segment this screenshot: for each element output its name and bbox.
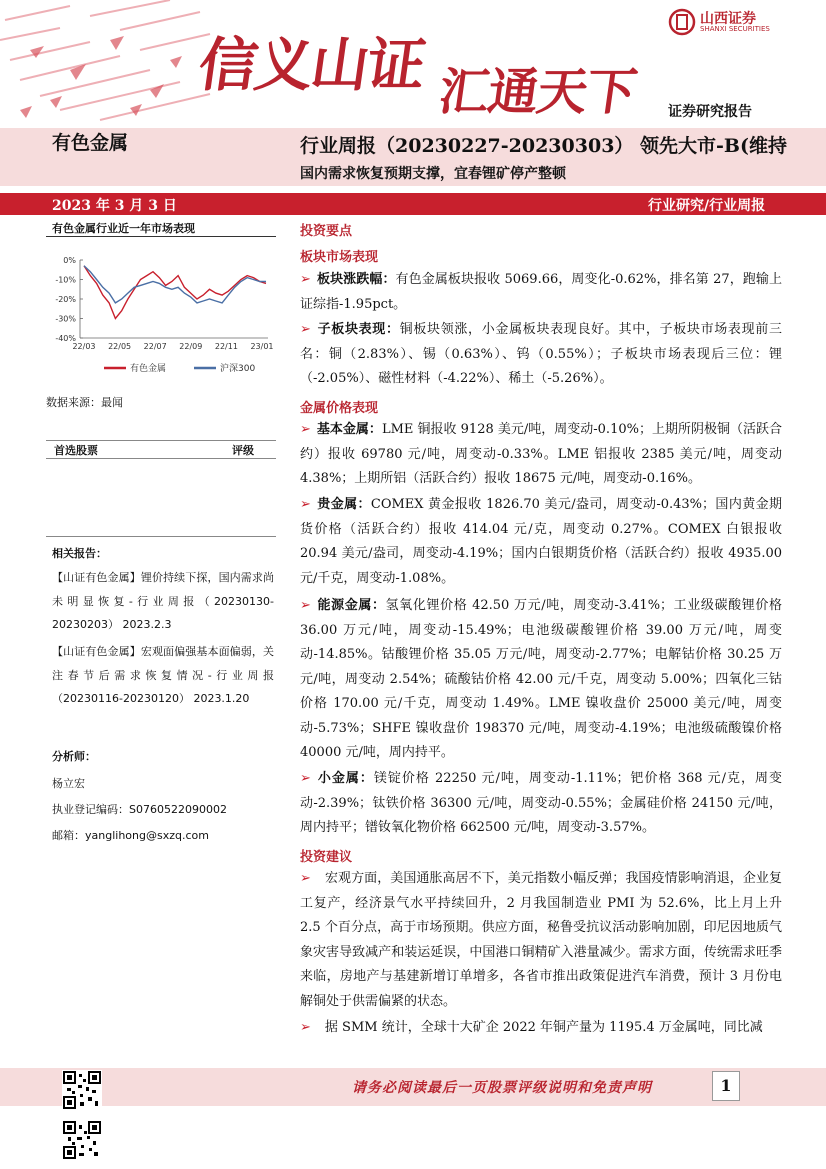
qr-code-icon [62, 1070, 102, 1110]
paragraph-energy-metals: ➢ 能源金属：氢氧化锂价格 42.50 万元/吨，周变动-3.41%；工业级碳酸锂价格 36.00 万元/吨，周变动-15.49%；电池级碳酸锂价格 39.00 万元/吨，周变动-14.85%。钴酸锂价格 35.05 万元/吨，周变动-2.77%；电解钴价格 30.25 万元/吨，周变动 2.54%；硫酸钴价格 42.00 元/千克，周变动 5.00%；四氧化三钴价格 170.00 元/千克，周变动 1.49%。LME 镍收盘价 25000 美元/吨，周变动-5.73%；SHFE 镍收盘价 198370 元/吨，周变动-4.19%；电池级硫酸镍价格 40000 元/吨，周内持平。 [300, 598, 782, 760]
paragraph-minor-metals: ➢ 小金属：镁锭价格 22250 元/吨，周变动-1.11%；钯价格 368 元/克，周变动-2.39%；钛铁价格 36300 元/吨，周变动-0.55%；金属硅价格 24150 元/吨，周内持平；镨钕氧化物价格 662500 元/吨，周变动-3.57%。 [300, 771, 782, 835]
report-type: 证券研究报告 [668, 104, 752, 120]
y-tick-label: -40% [55, 334, 76, 343]
x-tick-label: 23/01 [250, 342, 274, 351]
data-source: 数据来源：最闻 [46, 396, 123, 409]
arrow-bullet-icon: ➢ [300, 322, 311, 337]
stock-table-top-rule [46, 440, 276, 441]
legend-label: 沪深300 [220, 364, 256, 374]
arrow-bullet-icon: ➢ [300, 422, 311, 437]
series-line [84, 266, 266, 319]
x-tick-label: 22/03 [72, 342, 96, 351]
y-tick-label: -30% [55, 314, 76, 324]
section-investment-advice: 投资建议 [300, 850, 353, 865]
x-tick-label: 22/05 [108, 342, 132, 351]
related-heading: 相关报告： [52, 547, 107, 560]
footer-disclaimer: 请务必阅读最后一页股票评级说明和免责声明 [352, 1080, 652, 1096]
arrow-bullet-icon: ➢ [300, 497, 311, 512]
analyst-registration: 执业登记编码：S0760522090002 [52, 803, 227, 816]
report-category: 行业研究/行业周报 [648, 198, 766, 214]
market-performance-chart [40, 250, 276, 382]
analyst-email[interactable]: 邮箱：yanglihong@sxzq.com [52, 829, 209, 842]
y-tick-label: -10% [55, 275, 76, 285]
report-subtitle: 国内需求恢复预期支撑，宜春锂矿停产整顿 [300, 166, 566, 182]
slogan-part2: 汇通天下 [435, 62, 640, 121]
arrow-bullet-icon: ➢ [300, 598, 311, 613]
analyst-name: 杨立宏 [52, 777, 85, 790]
arrow-bullet-icon: ➢ [300, 1020, 311, 1035]
logo-text-en: SHANXI SECURITIES [700, 25, 770, 33]
related-report-item[interactable]: 【山证有色金属】宏观面偏强基本面偏弱，关注春节后需求恢复情况-行业周报（20230116-20230120） 2023.1.20 [52, 645, 274, 705]
related-report-item[interactable]: 【山证有色金属】锂价持续下探，国内需求尚未明显恢复-行业周报（20230130-20230203） 2023.2.3 [52, 571, 274, 631]
report-title: 行业周报（20230227-20230303） 领先大市-B(维持 [300, 135, 787, 157]
arrow-bullet-icon: ➢ [300, 771, 311, 786]
x-tick-label: 22/11 [214, 342, 238, 351]
paragraph-precious-metals: ➢ 贵金属：COMEX 黄金报收 1826.70 美元/盎司，周变动-0.43%；国内黄金期货价格（活跃合约）报收 414.04 元/克，周变动 0.27%。COMEX 白银报收 20.94 美元/盎司，周变动-4.19%；国内白银期货价格（活跃合约）报收 4935.00 元/千克，周变动-1.08%。 [300, 497, 782, 586]
x-tick-label: 22/07 [143, 342, 167, 351]
paragraph-macro: ➢ 宏观方面，美国通胀高居不下，美元指数小幅反弹；我国疫情影响消退，企业复工复产，经济景气水平持续回升，2 月我国制造业 PMI 为 52.6%，比上月上升 2.5 个百分点，高于市场预期。供应方面，秘鲁受抗议活动影响加剧，印尼因地质气象灾害导致减产和装运延误，中国港口铜精矿入港量减少。需求方面，传统需求旺季来临，房地产与基建新增订单增多，各省市推出政策促进汽车消费，预计 3 月份电解铜处于供需偏紧的状态。 [300, 871, 782, 1009]
report-date: 2023 年 3 月 3 日 [52, 198, 177, 214]
arrow-bullet-icon: ➢ [300, 871, 311, 886]
chart-title-divider [46, 236, 276, 237]
logo-text-cn: 山西证券 [700, 11, 756, 27]
legend-label: 有色金属 [130, 364, 167, 374]
paragraph-smm: ➢ 据 SMM 统计，全球十大矿企 2022 年铜产量为 1195.4 万金属吨，同比减 [300, 1020, 763, 1035]
y-tick-label: -20% [55, 295, 76, 304]
chart-title: 有色金属行业近一年市场表现 [52, 222, 195, 235]
qr-code-icon [62, 1120, 102, 1160]
sector-name: 有色金属 [52, 132, 129, 154]
slogan-part1: 信义山证 [194, 31, 429, 99]
stock-table-bottom-rule [46, 536, 276, 537]
x-tick-label: 22/09 [179, 342, 203, 351]
stock-header-rating: 评级 [232, 444, 254, 457]
stock-table-header-rule [46, 458, 276, 459]
paragraph-sector-change: ➢ 板块涨跌幅：有色金属板块报收 5069.66，周变化-0.62%，排名第 27，跑输上证综指-1.95pct。 [300, 272, 782, 312]
stock-header-name: 首选股票 [54, 444, 98, 457]
paragraph-base-metals: ➢ 基本金属：LME 铜报收 9128 美元/吨，周变动-0.10%；上期所阴极铜（活跃合约）报收 69780 元/吨，周变动-0.33%。LME 铝报收 2385 美元/吨，周变动 4.38%；上期所铝（活跃合约）报收 18675 元/吨，周变动-0.16%。 [300, 422, 782, 486]
analyst-heading: 分析师： [52, 750, 96, 763]
series-line [84, 266, 266, 303]
page-number: 1 [712, 1071, 740, 1101]
section-sector-performance: 板块市场表现 [300, 250, 379, 265]
paragraph-subsector: ➢ 子板块表现：铜板块领涨，小金属板块表现良好。其中，子板块市场表现前三名：铜（2.83%）、锡（0.63%）、钨（0.55%）；子板块市场表现后三位：锂（-2.05%）、磁性材料（-4.22%）、稀土（-5.26%）。 [300, 322, 782, 386]
arrow-bullet-icon: ➢ [300, 272, 311, 287]
header-banner [0, 0, 826, 128]
section-metal-prices: 金属价格表现 [300, 401, 379, 416]
section-invest-points: 投资要点 [300, 224, 353, 239]
y-tick-label: 0% [63, 256, 76, 265]
